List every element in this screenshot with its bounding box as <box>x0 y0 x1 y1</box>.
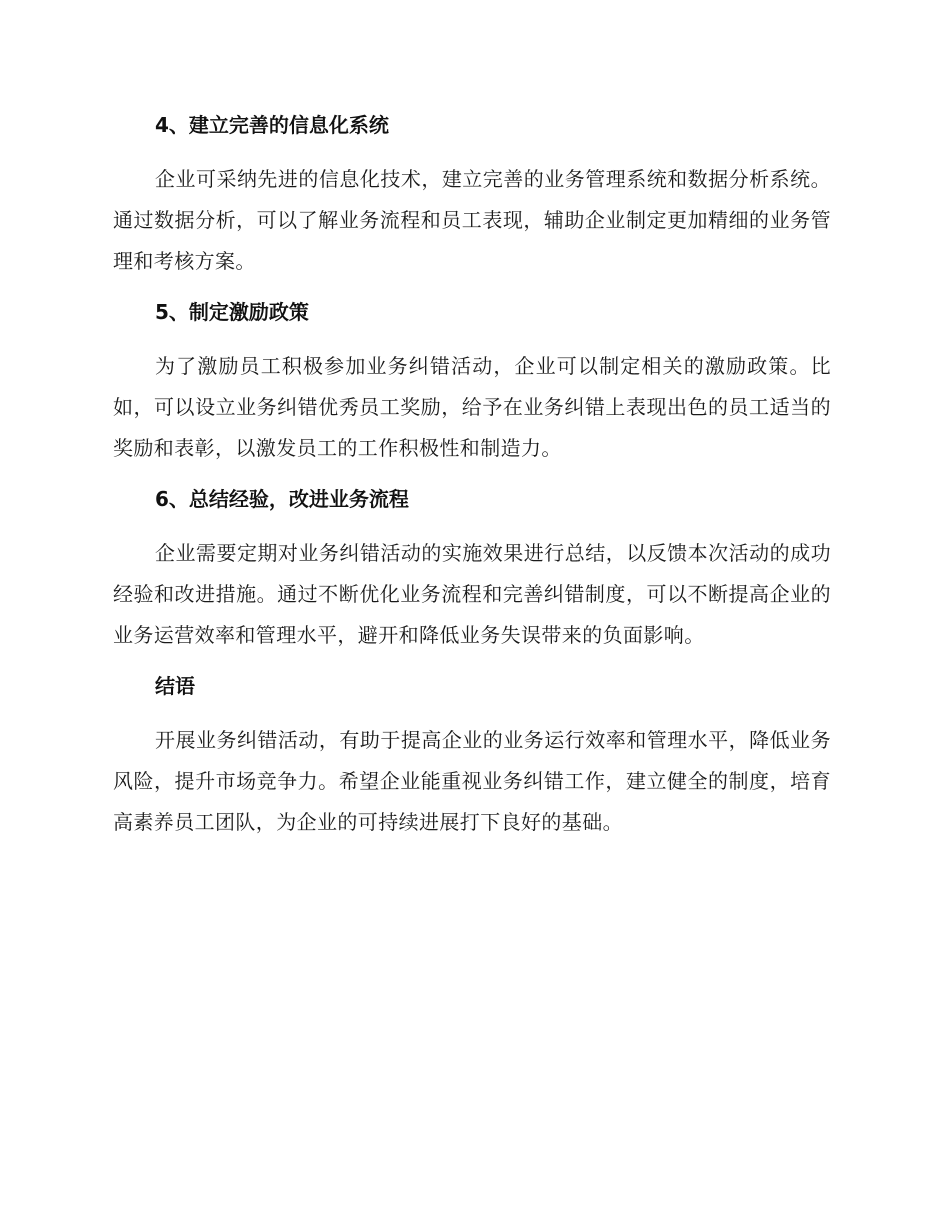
section-heading: 4、建立完善的信息化系统 <box>155 113 389 137</box>
section-heading: 5、制定激励政策 <box>155 300 309 324</box>
section-heading: 结语 <box>155 674 195 698</box>
section-paragraph: 为了激励员工积极参加业务纠错活动，企业可以制定相关的激励政策。比如，可以设立业务纠错优秀员工奖励，给予在业务纠错上表现出色的员工适当的奖励和表彰，以激发员工的工作积极性和制造力。 <box>113 354 831 460</box>
section-conclusion <box>113 672 831 843</box>
section-summary-improvement <box>113 485 831 656</box>
section-incentive-policy <box>113 298 831 469</box>
section-heading: 6、总结经验，改进业务流程 <box>155 487 409 511</box>
section-information-system <box>113 111 831 282</box>
document-body <box>113 111 831 859</box>
section-paragraph: 企业可采纳先进的信息化技术，建立完善的业务管理系统和数据分析系统。通过数据分析，可以了解业务流程和员工表现，辅助企业制定更加精细的业务管理和考核方案。 <box>113 167 831 273</box>
section-paragraph: 开展业务纠错活动，有助于提高企业的业务运行效率和管理水平，降低业务风险，提升市场竞争力。希望企业能重视业务纠错工作，建立健全的制度，培育高素养员工团队，为企业的可持续进展打下良好的基础。 <box>113 728 831 834</box>
section-paragraph: 企业需要定期对业务纠错活动的实施效果进行总结，以反馈本次活动的成功经验和改进措施。通过不断优化业务流程和完善纠错制度，可以不断提高企业的业务运营效率和管理水平，避开和降低业务失误带来的负面影响。 <box>113 541 831 647</box>
